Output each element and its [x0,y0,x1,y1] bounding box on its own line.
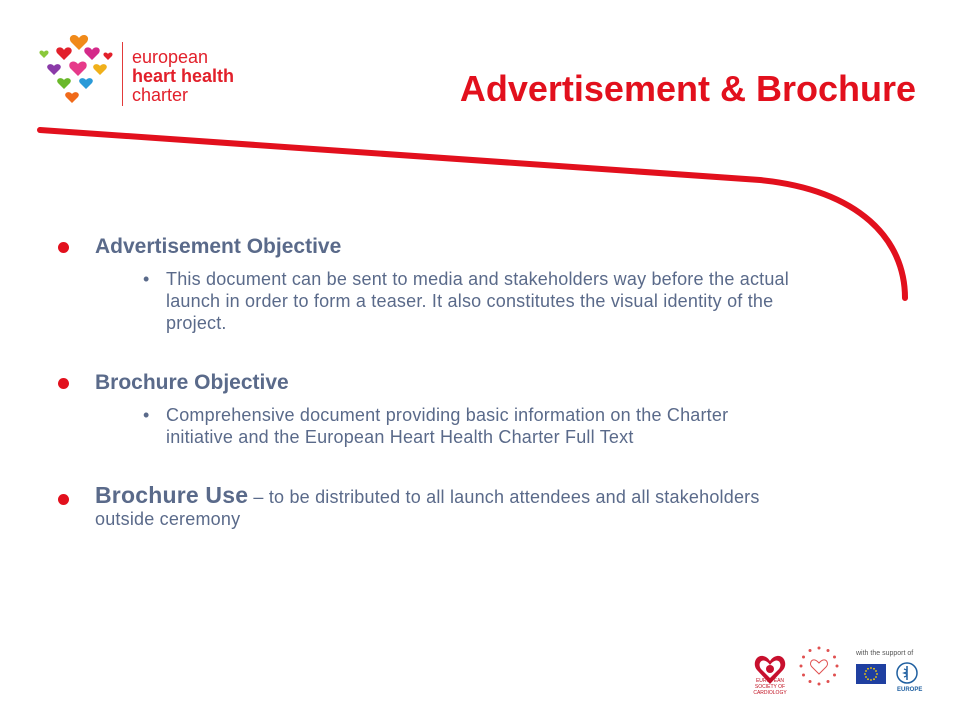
list-item [58,484,798,530]
esc-caption: EUROPEAN SOCIETY OF CARDIOLOGY [753,678,787,696]
europe-caption: EUROPE [897,687,923,693]
bullet-dot-icon [58,242,69,253]
logo-wordmark [132,48,234,105]
hearts-logo-icon [34,28,124,112]
slide-body [58,234,798,530]
brochure-use-text [95,484,798,530]
stars-circle-logo-icon [797,644,841,688]
sub-bullet-text [95,268,798,334]
slide-title: Advertisement & Brochure [459,68,916,109]
sub-bullet-mark: • [143,269,150,289]
sub-bullet-mark: • [143,405,150,425]
list-item [58,234,798,334]
list-item [58,370,798,448]
logo-divider [122,42,123,106]
sub-bullet-content: Comprehensive document providing basic information on the Charter initiative and the European Heart Health Charter Full Text [166,405,729,447]
section-heading: Brochure Use [95,482,249,508]
who-emblem-icon [896,662,918,684]
support-caption: with the support of [856,650,914,657]
charter-logo [34,28,274,118]
section-heading: Brochure Objective [95,371,289,394]
logo-line-1: european [132,47,209,67]
eu-flag-icon [856,664,886,684]
sub-bullet-content: This document can be sent to media and stakeholders way before the actual launch in order to form a teaser. It also constitutes the visual identity of the project. [166,269,789,333]
sub-bullet-text [95,404,798,448]
bullet-dot-icon [58,494,69,505]
section-heading: Advertisement Objective [95,235,342,258]
bullet-dot-icon [58,378,69,389]
brochure-use-description: – to be distributed to all launch attendees and all stakeholders outside ceremony [95,487,760,529]
logo-line-2: heart health [132,66,235,86]
logo-line-3: charter [132,85,189,105]
